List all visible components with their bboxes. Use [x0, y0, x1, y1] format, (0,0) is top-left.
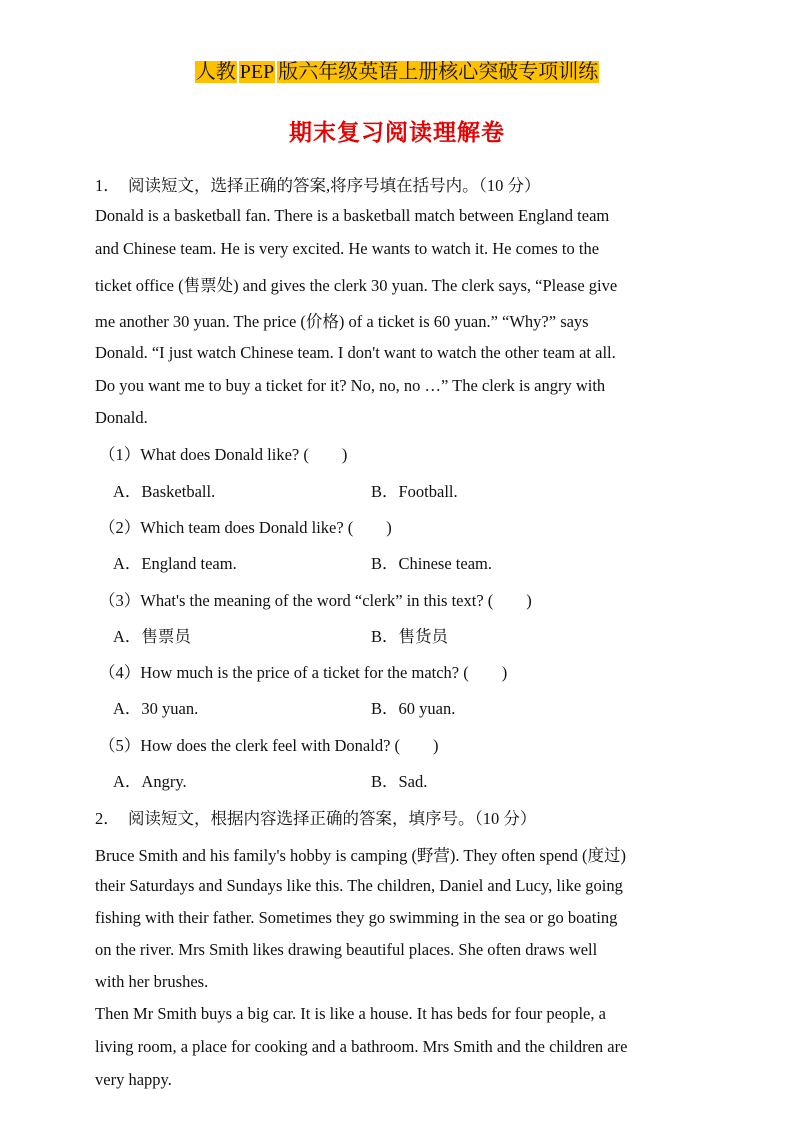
header-title-part3: 版六年级英语上册核心突破专项训练	[278, 61, 599, 83]
question-2: （2）Which team does Donald like? ( )	[99, 518, 392, 537]
question-3: （3）What's the meaning of the word “clerk” in this text? ( )	[99, 591, 532, 610]
passage-line: Donald.	[95, 408, 148, 427]
passage-line: fishing with their father. Sometimes they go swimming in the sea or go boating	[95, 908, 618, 927]
passage-line: Donald. “I just watch Chinese team. I don't want to watch the other team at all.	[95, 343, 616, 362]
page-subtitle: 期末复习阅读理解卷	[289, 120, 505, 146]
header	[0, 55, 794, 89]
option-b: B．60 yuan.	[371, 699, 456, 718]
option-b: B．Football.	[371, 482, 458, 501]
question-1: （1）What does Donald like? ( )	[99, 445, 348, 464]
header-title-part2: PEP	[239, 61, 275, 83]
option-a: A．30 yuan.	[113, 699, 199, 718]
option-a: A．England team.	[113, 554, 237, 573]
question-5: （5）How does the clerk feel with Donald? ( )	[99, 736, 439, 755]
option-b: B．售货员	[371, 627, 449, 646]
passage-line: with her brushes.	[95, 972, 209, 991]
passage-line: their Saturdays and Sundays like this. The children, Daniel and Lucy, like going	[95, 876, 623, 895]
option-b: B．Sad.	[371, 772, 428, 791]
option-b: B．Chinese team.	[371, 554, 492, 573]
header-title-part1: 人教	[195, 61, 236, 83]
option-a: A．Basketball.	[113, 482, 216, 501]
passage-line: and Chinese team. He is very excited. He wants to watch it. He comes to the	[95, 239, 600, 258]
passage-line: Then Mr Smith buys a big car. It is like a house. It has beds for four people, a	[95, 1004, 606, 1023]
option-a: A．售票员	[113, 627, 191, 646]
passage-line: on the river. Mrs Smith likes drawing beautiful places. She often draws well	[95, 940, 598, 959]
passage-line: Do you want me to buy a ticket for it? No, no, no …” The clerk is angry with	[95, 376, 606, 395]
section1-instruction: 1． 阅读短文，选择正确的答案,将序号填在括号内。（10 分）	[95, 176, 541, 195]
passage-line: ticket office (售票处) and gives the clerk 30 yuan. The clerk says, “Please give	[95, 276, 618, 295]
option-a: A．Angry.	[113, 772, 187, 791]
passage-line: Bruce Smith and his family's hobby is camping (野营). They often spend (度过)	[95, 846, 627, 865]
passage-line: Donald is a basketball fan. There is a basketball match between England team	[95, 206, 610, 225]
passage-line: living room, a place for cooking and a bathroom. Mrs Smith and the children are	[95, 1037, 628, 1056]
section2-instruction: 2． 阅读短文，根据内容选择正确的答案，填序号。（10 分）	[95, 809, 537, 828]
passage-line: me another 30 yuan. The price (价格) of a ticket is 60 yuan.” “Why?” says	[95, 312, 589, 331]
page-header-title	[193, 55, 601, 89]
passage-line: very happy.	[95, 1070, 172, 1089]
question-4: （4）How much is the price of a ticket for the match? ( )	[99, 663, 508, 682]
